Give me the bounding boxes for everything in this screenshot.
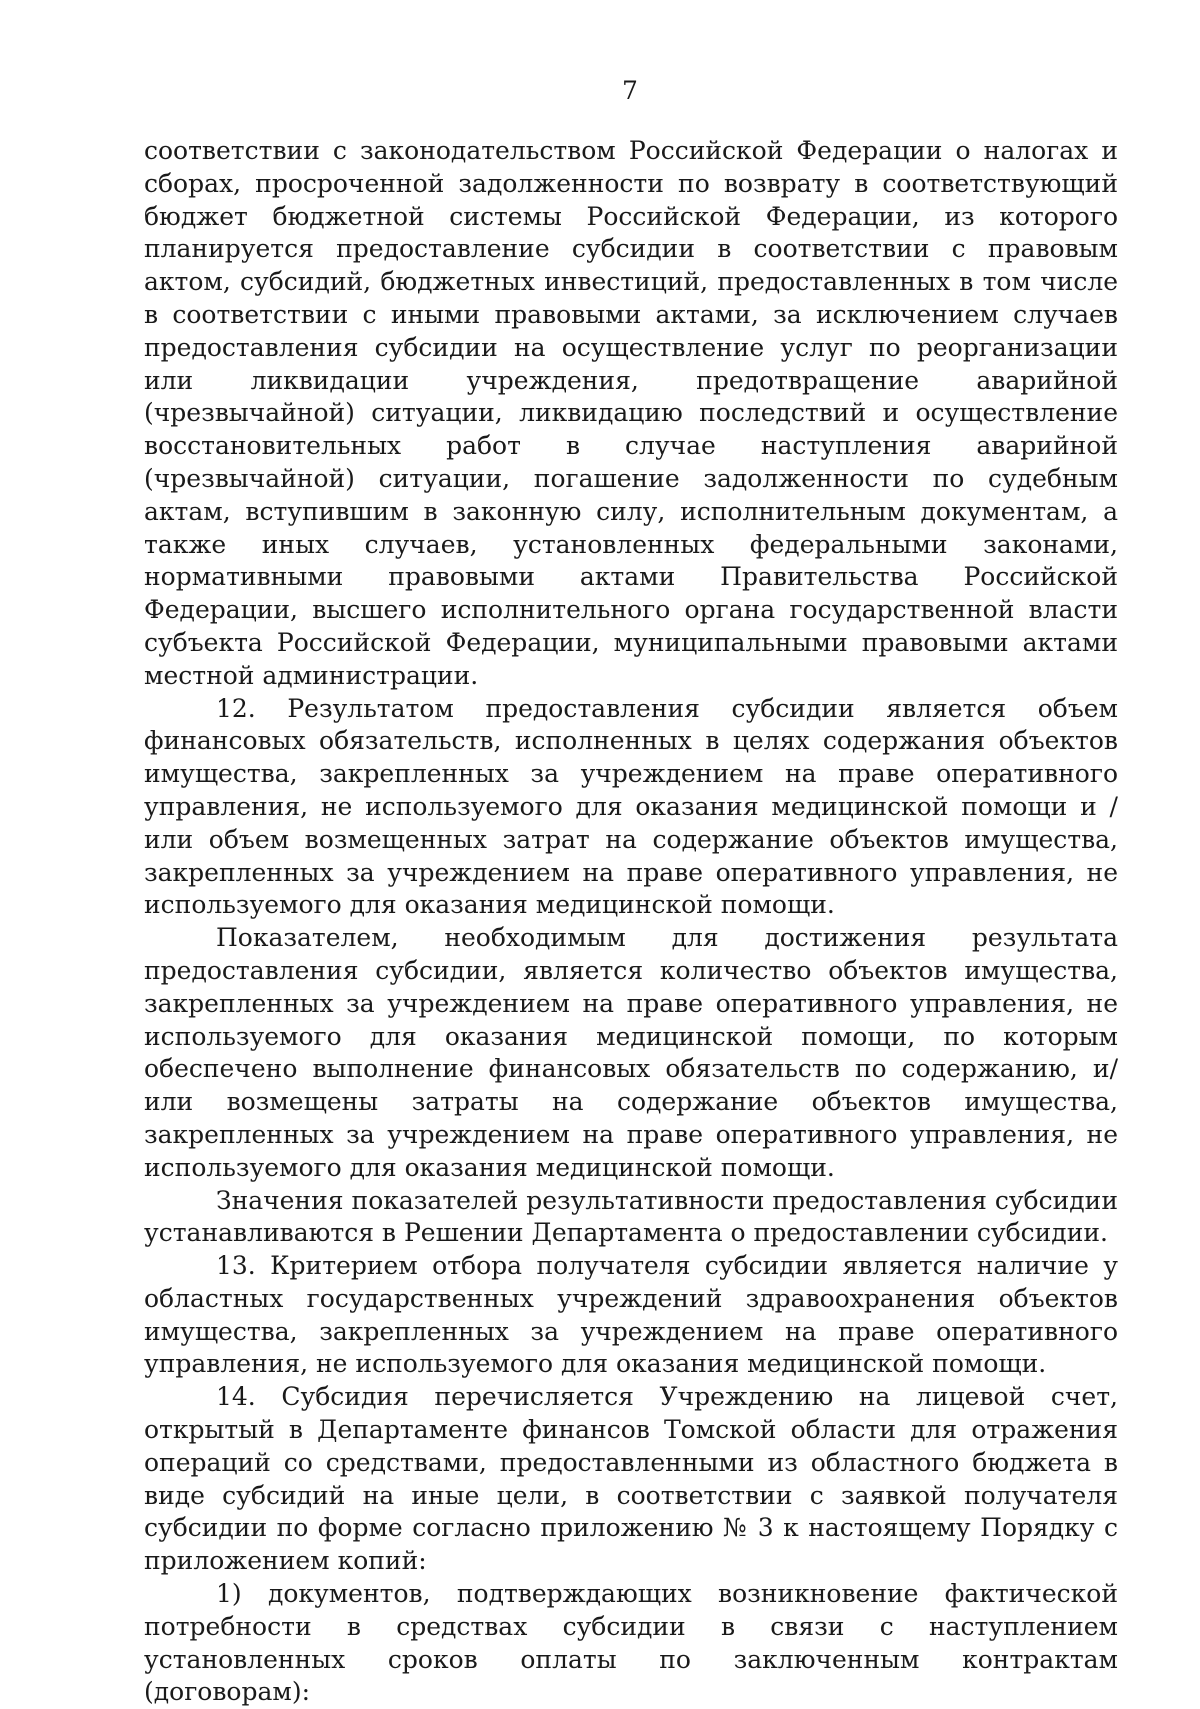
paragraph-indicator: Показателем, необходимым для достижения результата предоставления субсидии, является количество объектов имущества, закрепленных за учреждением на праве оперативного управления, не используемого для оказания медицинской помощи, по которым обеспечено выполнение финансовых обязательств по содержанию, и/или возмещены затраты на содержание объектов имущества, закрепленных за учреждением на праве оперативного управления, не используемого для оказания медицинской помощи. [144, 923, 1118, 1182]
paragraph-14-transfer: 14. Субсидия перечисляется Учреждению на лицевой счет, открытый в Департаменте финансов Томской области для отражения операций со средствами, предоставленными из областного бюджета в виде субсидий на иные цели, в соответствии с заявкой получателя субсидии по форме согласно приложению № 3 к настоящему Порядку с приложением копий: [144, 1382, 1118, 1576]
document-body [144, 135, 1118, 1709]
page-number: 7 [622, 76, 638, 105]
paragraph-indicator-values: Значения показателей результативности предоставления субсидии устанавливаются в Решении Департамента о предоставлении субсидии. [144, 1185, 1118, 1248]
paragraph-13-criterion: 13. Критерием отбора получателя субсидии является наличие у областных государственных учреждений здравоохранения объектов имущества, закрепленных за учреждением на праве оперативного управления, не используемого для оказания медицинской помощи. [144, 1251, 1118, 1379]
paragraph-14-item-1: 1) документов, подтверждающих возникновение фактической потребности в средствах субсидии в связи с наступлением установленных сроков оплаты по заключенным контрактам (договорам): [144, 1579, 1118, 1707]
paragraph-continuation: соответствии с законодательством Российской Федерации о налогах и сборах, просроченной задолженности по возврату в соответствующий бюджет бюджетной системы Российской Федерации, из которого планируется предоставление субсидии в соответствии с правовым актом, субсидий, бюджетных инвестиций, предоставленных в том числе в соответствии с иными правовыми актами, за исключением случаев предоставления субсидии на осуществление услуг по реорганизации или ликвидации учреждения, предотвращение аварийной (чрезвычайной) ситуации, ликвидацию последствий и осуществление восстановительных работ в случае наступления аварийной (чрезвычайной) ситуации, погашение задолженности по судебным актам, вступившим в законную силу, исполнительным документам, а также иных случаев, установленных федеральными законами, нормативными правовыми актами Правительства Российской Федерации, высшего исполнительного органа государственной власти субъекта Российской Федерации, муниципальными правовыми актами местной администрации. [144, 136, 1118, 690]
paragraph-12-result: 12. Результатом предоставления субсидии является объем финансовых обязательств, исполненных в целях содержания объектов имущества, закрепленных за учреждением на праве оперативного управления, не используемого для оказания медицинской помощи и /или объем возмещенных затрат на содержание объектов имущества, закрепленных за учреждением на праве оперативного управления, не используемого для оказания медицинской помощи. [144, 693, 1118, 920]
